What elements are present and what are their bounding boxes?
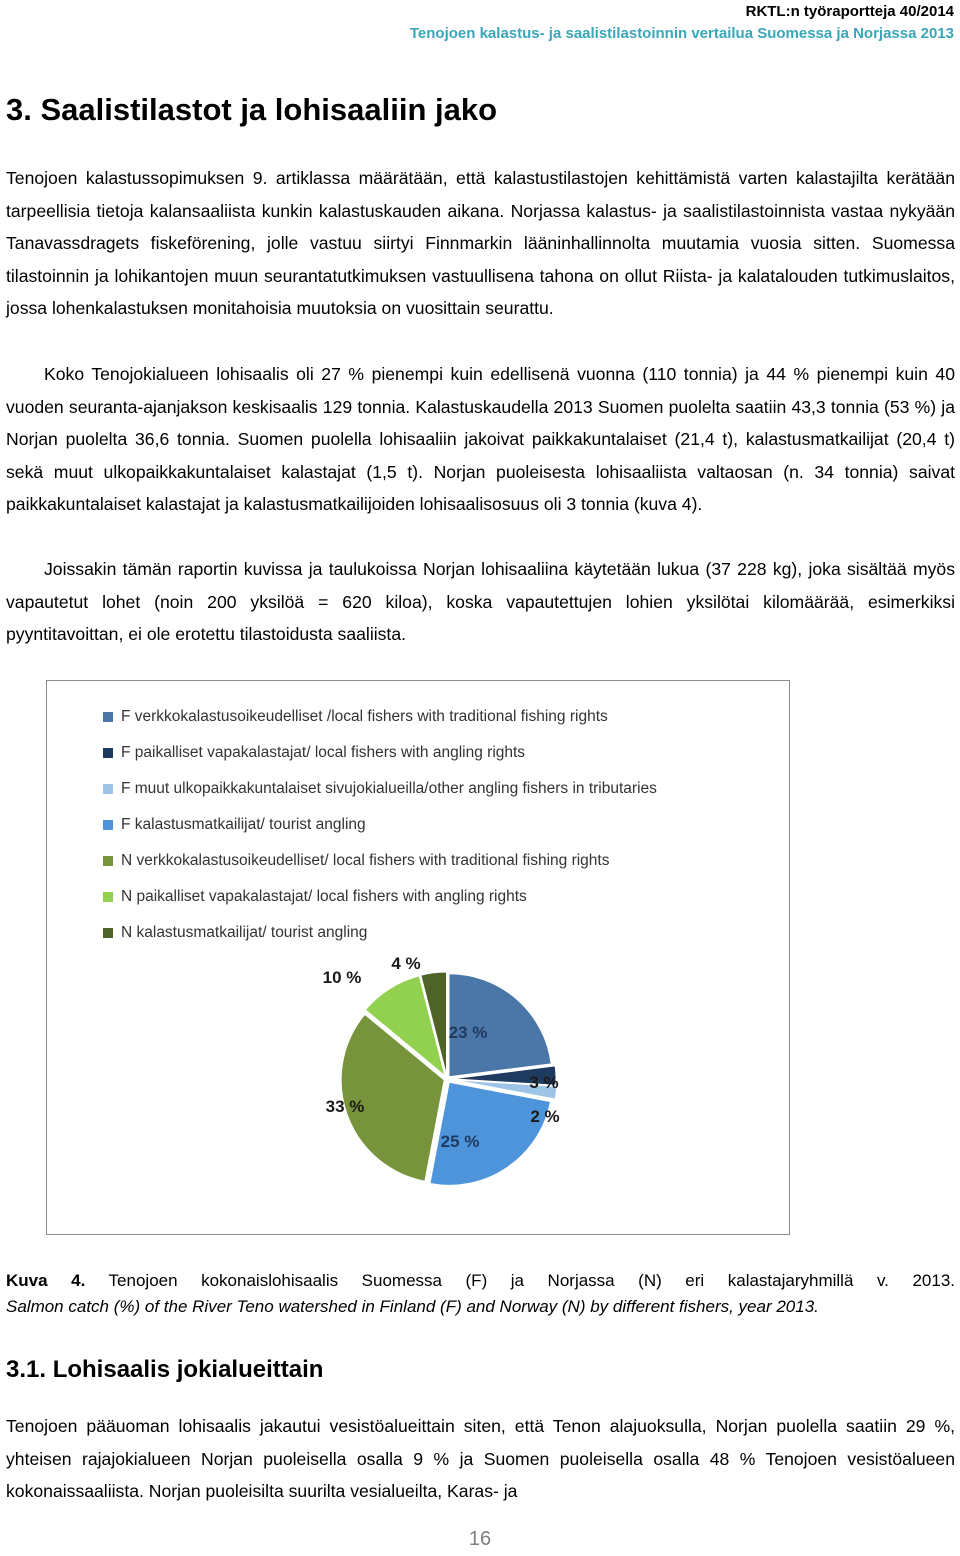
caption-text-en: Salmon catch (%) of the River Teno watershed in Finland (F) and Norway (N) by different fishers, year 2013. bbox=[6, 1297, 819, 1316]
pie-chart bbox=[46, 680, 790, 1235]
figure-caption bbox=[6, 1268, 955, 1320]
paragraph-4: Tenojoen pääuoman lohisaalis jakautui vesistöalueittain siten, että Tenon alajuoksulla, Norjan puolella saatiin 29 %, yhteisen rajajokialueen Norjan puoleisella osalla 9 % ja Suomen puoleisella osalla 48 % Tenojoen vesistöalueen kokonaissaaliista. Norjan puoleisilta suurilta vesialueilta, Karas- ja bbox=[6, 1416, 955, 1502]
legend-label: N paikalliset vapakalastajat/ local fishers with angling rights bbox=[121, 888, 527, 905]
pie-data-label: 10 % bbox=[322, 968, 362, 987]
page-number: 16 bbox=[468, 1528, 492, 1550]
pie-data-label: 2 % bbox=[530, 1107, 560, 1126]
section-heading: 3. Saalistilastot ja lohisaaliin jako bbox=[6, 92, 498, 127]
pie-data-label: 33 % bbox=[325, 1097, 365, 1116]
legend-label: F muut ulkopaikkakuntalaiset sivujokialueilla/other angling fishers in tributaries bbox=[121, 780, 657, 797]
pie-data-label: 3 % bbox=[529, 1073, 559, 1092]
paragraph-1: Tenojoen kalastussopimuksen 9. artiklassa määrätään, että kalastustilastojen kehittämistä varten kalastajilta kerätään tarpeellisia tietoja kalansaaliista kunkin kalastuskauden aikana. Norjassa kalastus- ja saalistilastoinnista vastaa nykyään Tanavassdragets fiskeförening, jolle vastuu siirtyi Finnmarkin lääninhallinnolta muutamia vuosia sitten. Suomessa tilastoinnin ja lohikantojen muun seurantatutkimuksen vastuullisena tahona on ollut Riista- ja kalatalouden tutkimuslaitos, jossa lohenkalastuksen monitahoisia muutoksia on vuosittain seurattu. bbox=[6, 168, 955, 319]
legend-label: F verkkokalastusoikeudelliset /local fishers with traditional fishing rights bbox=[121, 708, 608, 725]
paragraph-3: Joissakin tämän raportin kuvissa ja taulukoissa Norjan lohisaaliina käytetään lukua (37 228 kg), joka sisältää myös vapautetut lohet (noin 200 yksilöä = 620 kiloa), koska vapautettujen lohien yksilötai kilomäärää, esimerkiksi pyyntitavoittan, ei ole erotettu tilastoidusta saaliista. bbox=[6, 559, 955, 645]
pie-data-label: 25 % bbox=[440, 1132, 480, 1151]
caption-text-fi: Tenojoen kokonaislohisaalis Suomessa (F) ja Norjassa (N) eri kalastajaryhmillä v. 2013. bbox=[108, 1271, 955, 1290]
pie-plot bbox=[47, 681, 789, 1234]
caption-label: Kuva 4. bbox=[6, 1271, 86, 1290]
paragraph-2: Koko Tenojokialueen lohisaalis oli 27 % pienempi kuin edellisenä vuonna (110 tonnia) ja 44 % pienempi kuin 40 vuoden seuranta-ajanjakson keskisaalis 129 tonnia. Kalastuskaudella 2013 Suomen puolelta saatiin 43,3 tonnia (53 %) ja Norjan puolelta 36,6 tonnia. Suomen puolella lohisaaliin jakoivat paikkakuntalaiset (21,4 t), kalastusmatkailijat (20,4 t) sekä muut ulkopaikkakuntalaiset kalastajat (1,5 t). Norjan puoleisesta lohisaaliista valtaosan (n. 34 tonnia) saivat paikkakuntalaiset kalastajat ja kalastusmatkailijoiden lohisaalisosuus oli 3 tonnia (kuva 4). bbox=[6, 364, 955, 515]
pie-data-label: 23 % bbox=[448, 1023, 488, 1042]
report-id: RKTL:n työraportteja 40/2014 bbox=[745, 3, 954, 20]
legend-label: F kalastusmatkailijat/ tourist angling bbox=[121, 816, 366, 833]
legend-label: N kalastusmatkailijat/ tourist angling bbox=[121, 924, 368, 941]
subsection-heading: 3.1. Lohisaalis jokialueittain bbox=[6, 1356, 324, 1383]
legend-label: F paikalliset vapakalastajat/ local fishers with angling rights bbox=[121, 744, 526, 761]
pie-data-label: 4 % bbox=[391, 954, 421, 973]
legend-label: N verkkokalastusoikeudelliset/ local fishers with traditional fishing rights bbox=[121, 852, 610, 869]
report-title: Tenojoen kalastus- ja saalistilastoinnin vertailua Suomessa ja Norjassa 2013 bbox=[409, 25, 954, 42]
